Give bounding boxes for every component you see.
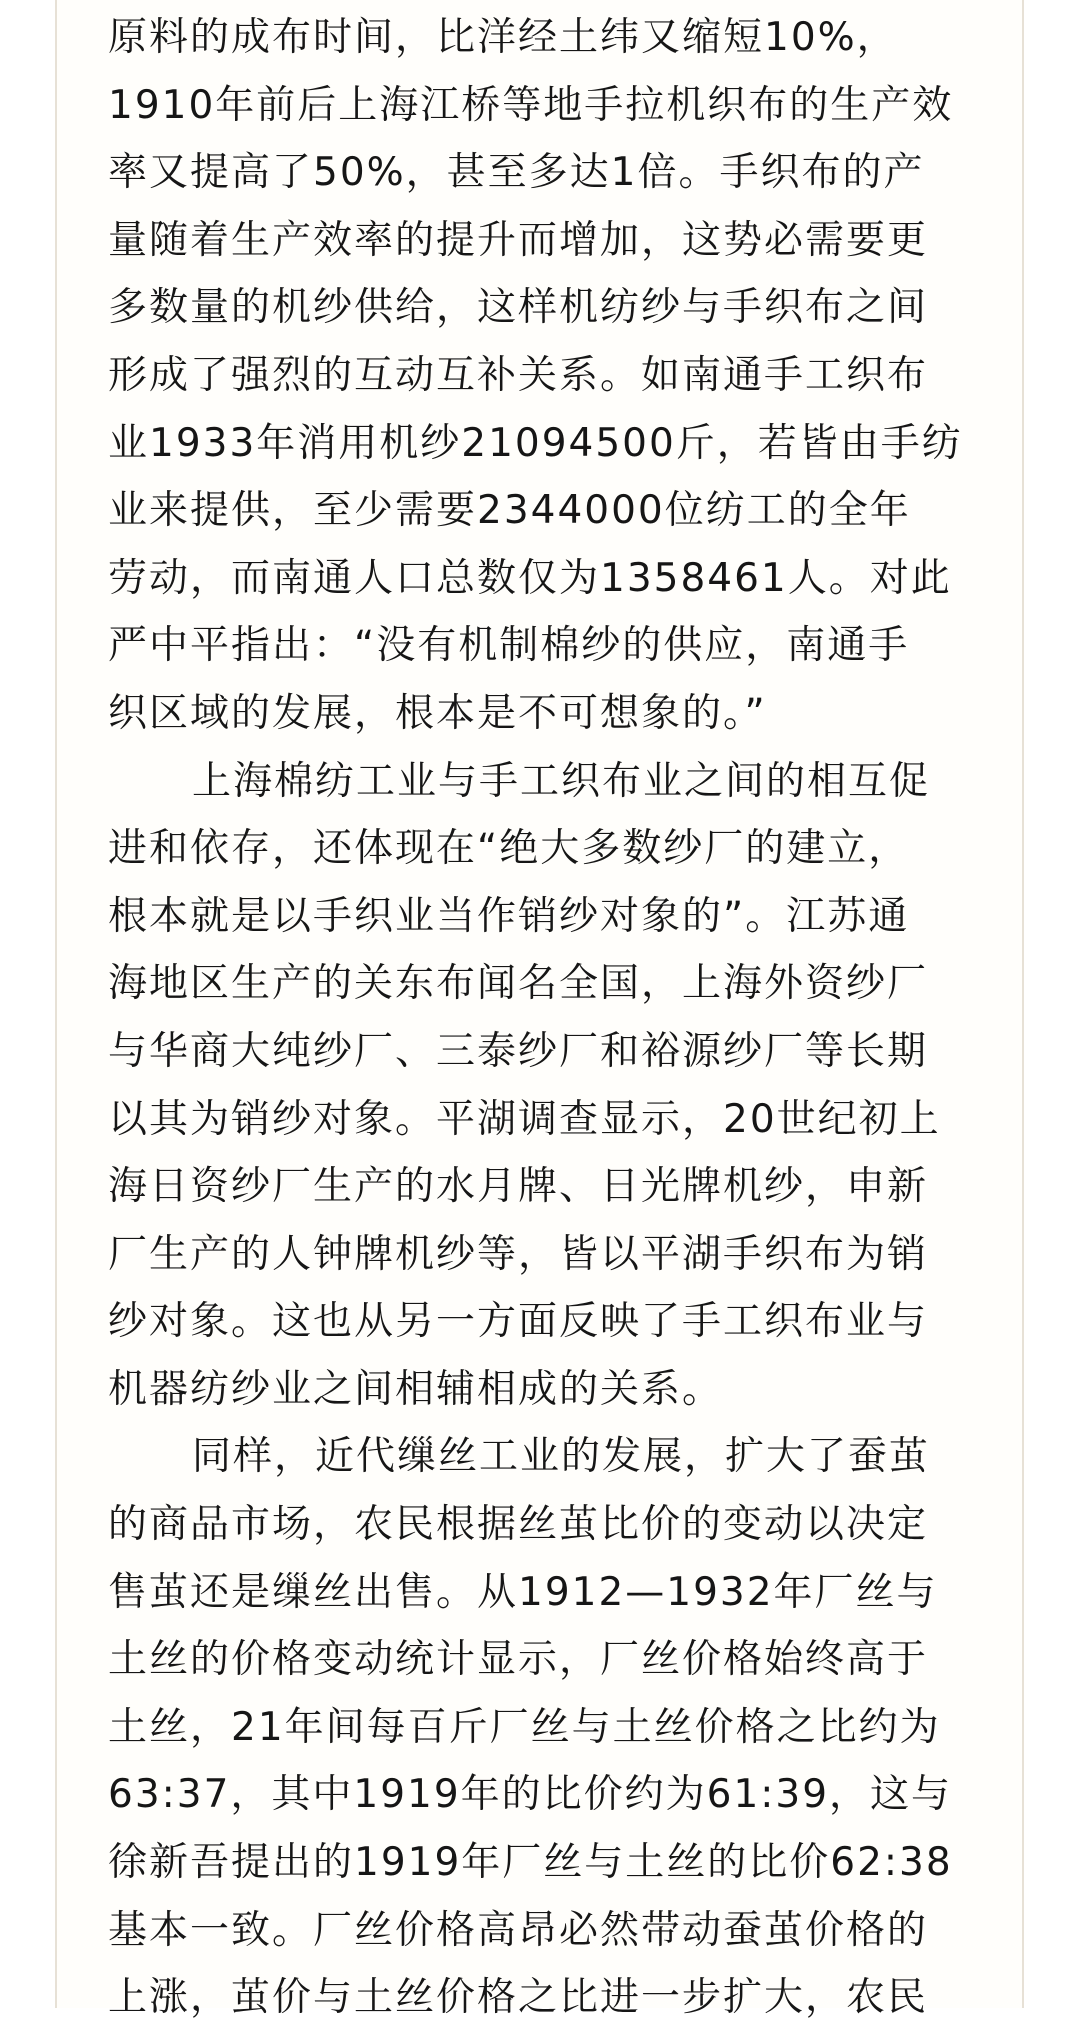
text-line: 原料的成布时间，比洋经土纬又缩短10%， bbox=[108, 15, 898, 60]
text-line: 土丝的价格变动统计显示，厂丝价格始终高于 bbox=[108, 1637, 929, 1683]
text-line: 厂生产的人钟牌机纱等，皆以平湖手织布为销 bbox=[108, 1231, 929, 1277]
text-line: 海地区生产的关东布闻名全国，上海外资纱厂 bbox=[108, 961, 929, 1007]
text-line: 劳动，而南通人口总数仅为1358461人。对此 bbox=[108, 555, 952, 601]
text-line: 徐新吾提出的1919年厂丝与土丝的比价62:38 bbox=[108, 1840, 953, 1886]
text-line: 基本一致。厂丝价格高昂必然带动蚕茧价格的 bbox=[108, 1907, 929, 1953]
text-line: 形成了强烈的互动互补关系。如南通手工织布 bbox=[108, 352, 929, 398]
text-line: 1910年前后上海江桥等地手拉机织布的生产效 bbox=[108, 82, 954, 128]
text-line: 业来提供，至少需要2344000位纺工的全年 bbox=[108, 488, 911, 534]
text-line: 根本就是以手织业当作销纱对象的”。江苏通 bbox=[108, 893, 910, 939]
text-line: 纱对象。这也从另一方面反映了手工织布业与 bbox=[108, 1299, 929, 1345]
text-line: 业1933年消用机纱21094500斤，若皆由手纺 bbox=[108, 420, 963, 466]
text-line: 售茧还是缫丝出售。从1912—1932年厂丝与 bbox=[108, 1569, 938, 1615]
text-line: 的商品市场，农民根据丝茧比价的变动以决定 bbox=[108, 1502, 929, 1548]
text-line: 织区域的发展，根本是不可想象的。” bbox=[108, 690, 767, 736]
text-line: 严中平指出：“没有机制棉纱的供应，南通手 bbox=[108, 623, 910, 669]
text-line: 多数量的机纱供给，这样机纺纱与手织布之间 bbox=[108, 285, 929, 331]
right-page-edge bbox=[1022, 0, 1024, 2008]
text-line: 土丝，21年间每百斤厂丝与土丝价格之比约为 bbox=[108, 1704, 941, 1750]
text-line: 上涨，茧价与土丝价格之比进一步扩大，农民 bbox=[108, 1975, 929, 2021]
text-line: 以其为销纱对象。平湖调查显示，20世纪初上 bbox=[108, 1096, 941, 1142]
text-line: 海日资纱厂生产的水月牌、日光牌机纱，申新 bbox=[108, 1164, 929, 1210]
text-line: 机器纺纱业之间相辅相成的关系。 bbox=[108, 1366, 724, 1412]
article-body bbox=[108, 4, 968, 2032]
text-line: 进和依存，还体现在“绝大多数纱厂的建立， bbox=[108, 826, 910, 872]
paragraph-start-line: 同样，近代缫丝工业的发展，扩大了蚕茧 bbox=[192, 1434, 931, 1480]
paragraph-start-line: 上海棉纺工业与手工织布业之间的相互促 bbox=[192, 758, 931, 804]
text-line: 率又提高了50%，甚至多达1倍。手织布的产 bbox=[108, 150, 925, 196]
text-line: 量随着生产效率的提升而增加，这势必需要更 bbox=[108, 217, 929, 263]
text-line: 63:37，其中1919年的比价约为61:39，这与 bbox=[108, 1772, 953, 1818]
text-line: 与华商大纯纱厂、三泰纱厂和裕源纱厂等长期 bbox=[108, 1028, 929, 1074]
